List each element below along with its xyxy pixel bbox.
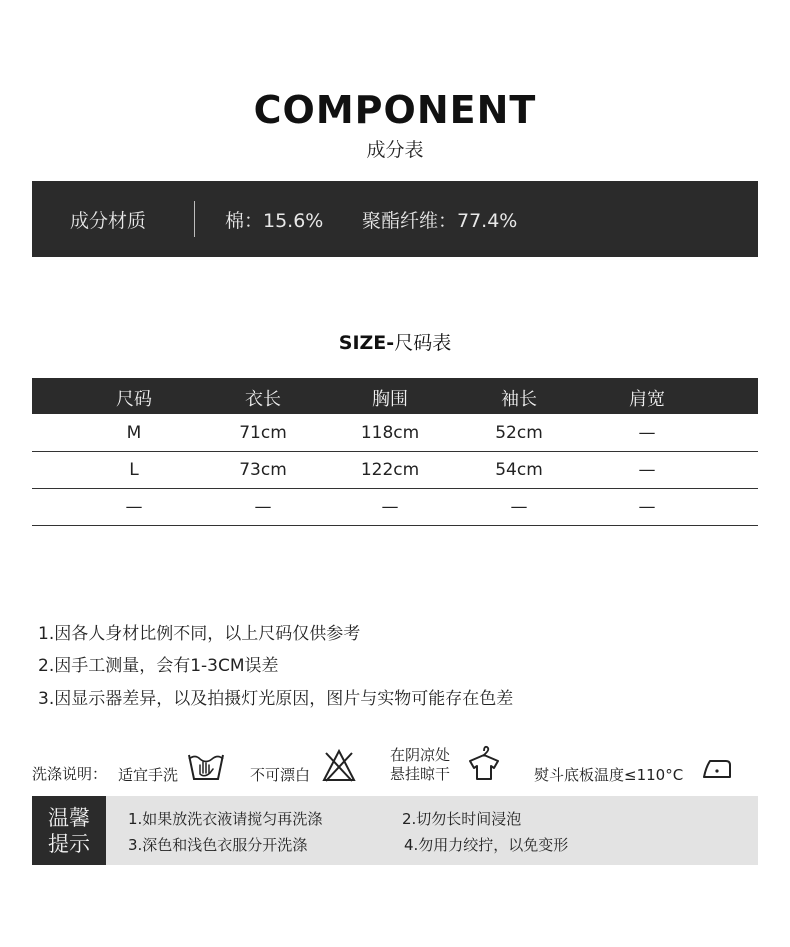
tips-label-line1: 温馨 (48, 805, 90, 830)
size-title-rest: 尺码表 (394, 332, 452, 354)
composition-label: 成分材质 (70, 210, 147, 232)
care-iron-text: 熨斗底板温度≤110°C (534, 766, 684, 784)
note-2: 2.因手工测量，会有1-3CM误差 (38, 656, 279, 676)
care-dry-line2: 悬挂晾干 (390, 765, 451, 783)
table-cell: — (254, 497, 272, 517)
composition-bar (32, 181, 758, 257)
table-cell: — (638, 423, 656, 443)
table-cell: M (126, 423, 142, 443)
table-cell: 118cm (360, 423, 420, 443)
table-cell: 122cm (360, 460, 420, 480)
table-row (32, 488, 758, 526)
composition-cotton: 棉：15.6% (225, 210, 324, 232)
table-row (32, 451, 758, 489)
note-3: 3.因显示器差异，以及拍摄灯光原因，图片与实物可能存在色差 (38, 689, 514, 709)
table-cell: 54cm (495, 460, 543, 480)
table-cell: — (381, 497, 399, 517)
page-title: COMPONENT (253, 88, 537, 132)
table-cell: 73cm (239, 460, 287, 480)
table-cell: — (125, 497, 143, 517)
iron-icon (700, 757, 734, 781)
size-table-header (32, 378, 758, 414)
size-chart-title (0, 328, 790, 355)
composition-divider (194, 201, 195, 237)
table-cell: — (638, 497, 656, 517)
hand-wash-icon (186, 749, 226, 783)
header-chest: 胸围 (372, 389, 408, 410)
care-no-bleach-text: 不可漂白 (250, 766, 311, 784)
header-shoulder: 肩宽 (629, 389, 665, 410)
table-cell: — (638, 460, 656, 480)
tip-4: 4.勿用力绞拧，以免变形 (404, 836, 569, 854)
table-cell: 52cm (495, 423, 543, 443)
care-hand-wash-text: 适宜手洗 (118, 766, 179, 784)
header-size: 尺码 (116, 389, 152, 410)
size-title-bold: SIZE- (338, 332, 395, 354)
note-1: 1.因各人身材比例不同，以上尺码仅供参考 (38, 624, 361, 644)
tip-2: 2.切勿长时间浸泡 (402, 810, 522, 828)
tips-box (32, 796, 758, 865)
table-cell: L (129, 460, 139, 480)
tips-label (32, 796, 106, 865)
tip-3: 3.深色和浅色衣服分开洗涤 (128, 836, 308, 854)
hang-dry-icon (465, 744, 503, 782)
header-sleeve: 袖长 (501, 389, 537, 410)
composition-polyester: 聚酯纤维：77.4% (362, 210, 518, 232)
table-cell: — (510, 497, 528, 517)
header-length: 衣长 (245, 389, 281, 410)
table-cell: 71cm (239, 423, 287, 443)
care-dry-line1: 在阴凉处 (390, 746, 451, 764)
no-bleach-icon (321, 748, 357, 784)
care-label: 洗涤说明： (32, 765, 108, 783)
page-subtitle: 成分表 (366, 139, 424, 161)
tips-label-line2: 提示 (48, 831, 90, 856)
table-row (32, 414, 758, 452)
tip-1: 1.如果放洗衣液请搅匀再洗涤 (128, 810, 323, 828)
